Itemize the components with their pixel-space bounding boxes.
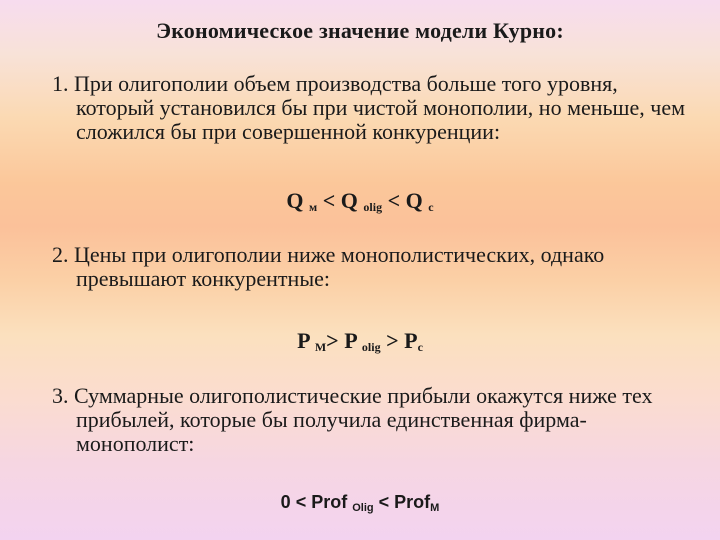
formula-op: < bbox=[378, 492, 390, 512]
formula-q-competitive: Q $_c$ bbox=[405, 188, 434, 214]
point-3-text: 3. Суммарные олигополистические прибыли окажутся ниже тех прибылей, которые бы получила единственная фирма-монополист: bbox=[52, 383, 653, 456]
formula-op: > bbox=[326, 328, 339, 353]
formula-prof-monopoly: Prof$_M$ bbox=[394, 492, 440, 514]
slide-title: Экономическое значение модели Курно: bbox=[156, 18, 564, 43]
formula-q-olig: Q $_{olig}$ bbox=[340, 188, 383, 214]
formula-p-olig: P $_{olig}$ bbox=[344, 328, 381, 354]
formula-op: < bbox=[322, 188, 336, 213]
formula-op: < bbox=[295, 492, 307, 512]
formula-zero: 0 bbox=[280, 492, 291, 512]
formula-profit bbox=[0, 492, 720, 514]
formula-quantity bbox=[0, 188, 720, 215]
formula-prof-olig: Prof $_{Olig}$ bbox=[311, 492, 374, 514]
formula-op: > bbox=[386, 328, 399, 353]
point-1-text: 1. При олигополии объем производства больше того уровня, который установился бы при чистой монополии, но меньше, чем сложился бы при совершенной конкуренции: bbox=[52, 71, 686, 144]
formula-q-monopoly: Q $_м$ bbox=[286, 188, 318, 214]
formula-op: < bbox=[387, 188, 401, 213]
formula-p-competitive: $P_c$ bbox=[404, 328, 423, 354]
formula-price bbox=[0, 328, 720, 355]
formula-p-monopoly: P $_M$ bbox=[297, 328, 327, 354]
point-2-text: 2. Цены при олигополии ниже монополистических, однако превышают конкурентные: bbox=[52, 242, 605, 291]
